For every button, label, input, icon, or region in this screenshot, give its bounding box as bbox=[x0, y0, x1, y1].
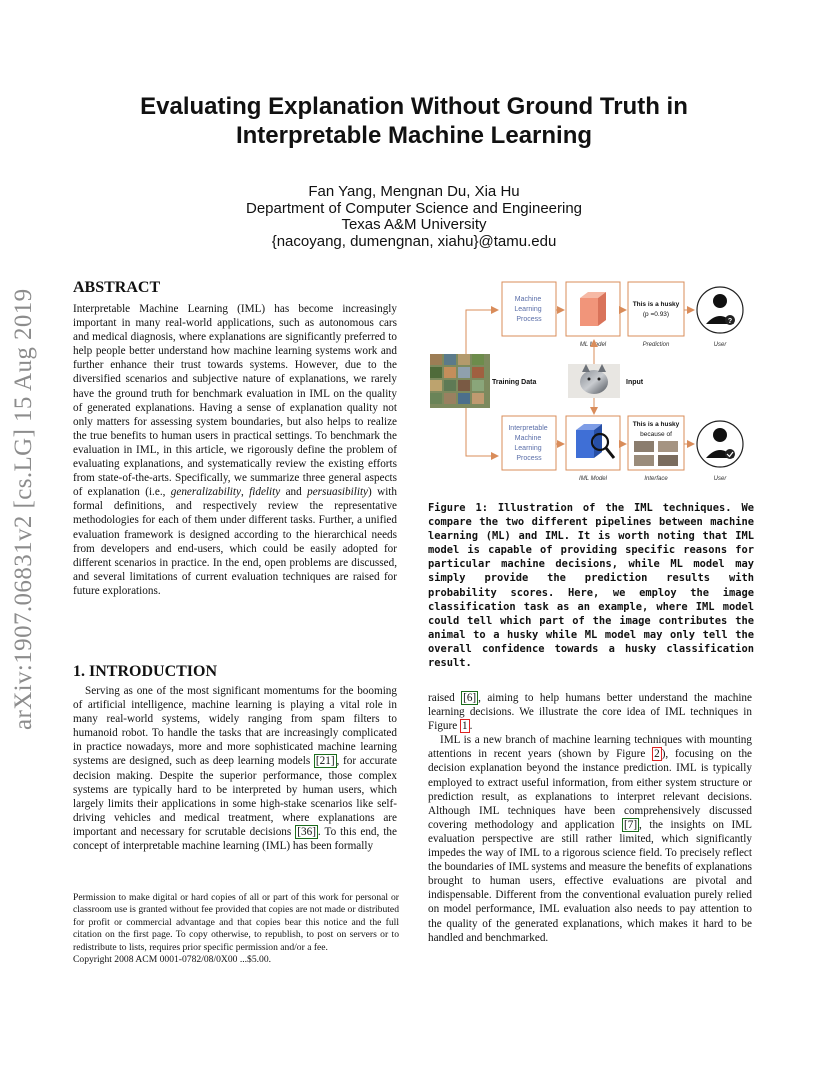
permission-text: Permission to make digital or hard copies of all or part of this work for personal or classroom use is granted without fee provided that copies are not made or distributed for profit or commercial advantage and that copies bear this notice and the full citation on the first page. To copy otherwise, to republish, to post on servers or to redistribute to lists, requires prior specific permission and/or a fee. bbox=[73, 892, 399, 953]
iml-output-line-2: because of bbox=[640, 431, 672, 438]
introduction-left-column bbox=[73, 684, 397, 853]
svg-text:?: ? bbox=[727, 318, 733, 325]
citation-link[interactable]: [36] bbox=[297, 825, 316, 838]
title-line-2: Interpretable Machine Learning bbox=[235, 122, 593, 149]
term-generalizability: generalizability bbox=[170, 486, 241, 499]
author-university: Texas A&M University bbox=[341, 216, 487, 233]
author-department: Department of Computer Science and Engineering bbox=[245, 199, 583, 217]
intro-right-p1-a: raised bbox=[428, 692, 462, 704]
interface-label: Interface bbox=[644, 476, 668, 482]
citation-link[interactable]: [7] bbox=[624, 818, 638, 831]
user-label-top: User bbox=[713, 342, 727, 348]
ml-prediction-box bbox=[628, 282, 684, 336]
abstract-text-b: ) with formal definitions, and respectively review the representative methodologies for each of them under different tasks. Further, a unified evaluation framework is designed according to the hierarchical needs from developers and end-users, which could be easily adopted for different scenarios in practice. In the end, open problems are discussed, and several limitations of current evaluation techniques are raised for future explorations. bbox=[73, 486, 398, 597]
title-line-1: Evaluating Explanation Without Ground Truth in bbox=[140, 93, 688, 120]
intro-text-b: , for accurate decision making. Despite the superior performance, those complex systems are typically hard to be interpreted by human users, which largely limits their applications in some high-stake scenarios like self-driving vehicles and medical treatment, where explanations are important and necessary for scrutable decisions bbox=[73, 755, 397, 838]
training-data-mosaic bbox=[430, 354, 490, 408]
citation-link[interactable]: [6] bbox=[463, 692, 477, 704]
caption-label: Figure 1: bbox=[428, 502, 488, 514]
user-label-bottom: User bbox=[713, 476, 727, 482]
iml-output-line-1: This is a husky bbox=[632, 421, 680, 428]
intro-right-p2-c: , the insights on IML evaluation perspective are still rather limited, which significantly impedes the way of IML to a rigorous science field. To precisely reflect the boundaries of IML systems and measure the benefits of explanations brought to human users, effective evaluations are pivotal and indispensable. Different from the conventional evaluation purely relied on model performance, IML evaluation also needs to pay attention to the quality of the generated explanations, which makes it hard to be handled and benchmarked. bbox=[428, 818, 752, 944]
paper-title bbox=[80, 92, 748, 150]
ml-process-line-2: Learning bbox=[514, 306, 542, 313]
copyright-line: Copyright 2008 ACM 0001-0782/08/0X00 ...$5.00. bbox=[73, 954, 272, 966]
ml-process-line-3: Process bbox=[516, 316, 542, 323]
author-block bbox=[150, 184, 678, 250]
intro-right-p2-b: ), focusing on the decision explanation beyond the instance prediction. IML is typically employed to extract useful information, from either system structure or prediction result, as explanations to interpret relevant decisions. Although IML techniques have been comprehensively discussed covering methodology and application bbox=[428, 748, 753, 831]
introduction-heading: 1. INTRODUCTION bbox=[73, 663, 218, 680]
iml-model-cube bbox=[576, 424, 602, 458]
figure-1-caption bbox=[428, 501, 754, 670]
author-names: Fan Yang, Mengnan Du, Xia Hu bbox=[308, 183, 520, 200]
prediction-label: Prediction bbox=[642, 342, 670, 348]
figure-1-diagram bbox=[428, 280, 754, 490]
iml-process-line-4: Process bbox=[516, 455, 542, 462]
abstract-sep-1: , bbox=[241, 486, 250, 499]
iml-process-line-2: Machine bbox=[514, 435, 542, 442]
arxiv-stamp: arXiv:1907.06831v2 [cs.LG] 15 Aug 2019 bbox=[10, 288, 37, 730]
intro-right-p1-c: . bbox=[469, 720, 473, 733]
ml-process-line-1: Machine bbox=[514, 296, 542, 303]
citation-link[interactable]: [21] bbox=[315, 755, 335, 768]
ml-output-line-2: (p =0.93) bbox=[642, 311, 670, 318]
iml-model-label: IML Model bbox=[579, 476, 607, 482]
iml-process-line-3: Learning bbox=[514, 445, 542, 452]
user-satisfied-icon bbox=[697, 421, 743, 467]
author-emails: {nacoyang, dumengnan, xiahu}@tamu.edu bbox=[271, 232, 557, 250]
term-persuasibility: persuasibility bbox=[307, 486, 369, 499]
ml-model-label: ML Model bbox=[579, 342, 607, 348]
input-husky-image bbox=[568, 364, 620, 398]
introduction-right-column bbox=[428, 691, 752, 945]
intro-right-p2-a: IML is a new branch of machine learning techniques with mounting attentions in recent years (shown by Figure bbox=[428, 734, 752, 761]
training-data-label: Training Data bbox=[492, 379, 537, 386]
abstract-heading: ABSTRACT bbox=[73, 279, 161, 296]
caption-text: Illustration of the IML techniques. We compare the two different pipelines between machine learning (ML) and IML. It is worth noting that IML model is capable of providing specific reasons for particular machine decisions, while ML model may simply provide the prediction results with probability scores. Here, we employ the image classification task as an example, where IML model could tell which part of the image contributes the animal to a husky while ML model may only tell the overall confidence towards a husky classification result. bbox=[428, 502, 754, 670]
ml-output-line-1: This is a husky bbox=[632, 301, 680, 308]
term-fidelity: fidelity bbox=[249, 486, 281, 499]
intro-right-p1-b: , aiming to help humans better understand the machine learning decisions. We illustrate the core idea of IML techniques in Figure bbox=[428, 692, 752, 733]
input-label: Input bbox=[626, 379, 644, 386]
abstract-sep-2: and bbox=[280, 486, 308, 499]
svg-text:Machine Learning Proce bbox=[514, 296, 543, 323]
intro-text-c: . To this end, the concept of interpretable machine learning (IML) has been formally bbox=[73, 825, 397, 853]
figure-ref-link[interactable]: 1 bbox=[462, 720, 468, 733]
intro-text-a: Serving as one of the most significant momentums for the booming of artificial intelligence, machine learning is playing a vital role in many real-world systems, widely ranging from spam filters to humanoid robot. To handle the tasks that are increasingly complicated in practice nowadays, more and more sophisticated machine learning systems are designed, such as deep learning models bbox=[73, 685, 397, 768]
permission-notice bbox=[73, 892, 399, 966]
figure-ref-link[interactable]: 2 bbox=[654, 748, 660, 761]
user-confused-icon bbox=[697, 287, 743, 333]
iml-process-line-1: Interpretable bbox=[508, 425, 548, 432]
abstract-body bbox=[73, 302, 397, 598]
abstract-text-a: Interpretable Machine Learning (IML) has become increasingly important in many real-world applications, such as autonomous cars and medical diagnosis, where explanations are significantly preferred to help people better understand how machine learning systems work and further enhance their trust towards systems. However, due to the diversified scenarios and subjective nature of explanations, we rarely have the ground truth for benchmark evaluation in IML on the quality of generated explanations. Having a sense of explanation quality not only matters for assessing system boundaries, but also helps to realize the true benefits to human users in practical settings. To benchmark the evaluation in IML, in this article, we rigorously define the problem of evaluating explanations, and systematically review the existing efforts from state-of-the-arts. Specifically, we summarize three general aspects of explanation (i.e., bbox=[73, 303, 397, 499]
ml-model-cube bbox=[580, 292, 606, 326]
